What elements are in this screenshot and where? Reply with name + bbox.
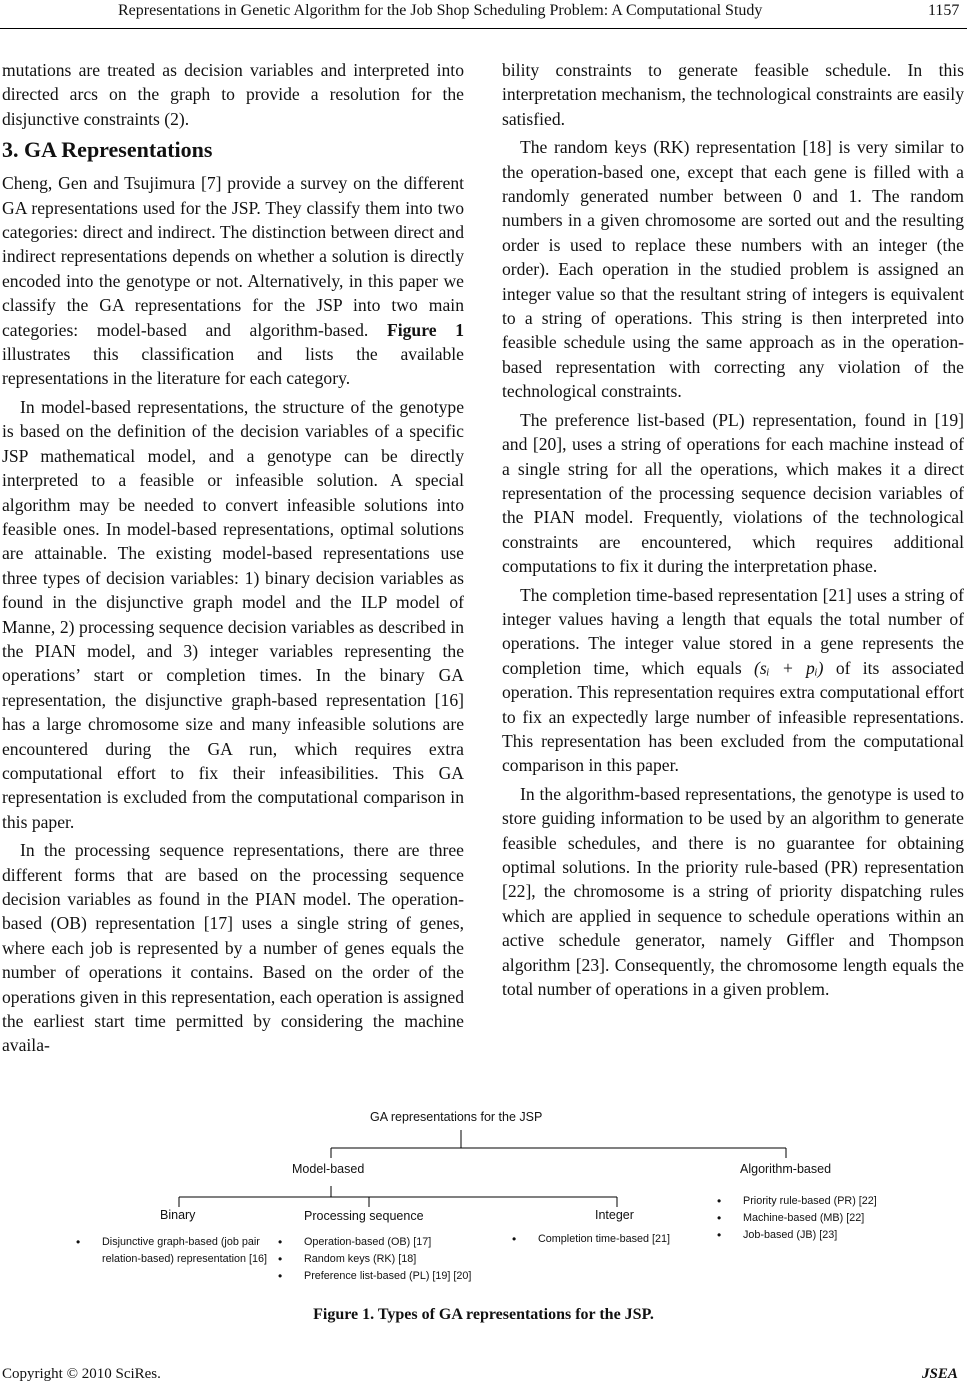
completion-time-tail: of its associated operation. This representation requires extra computational effort to fix an expectedly large number of infeasible representations. This representation has been excluded from the computational comparison in this paper.	[502, 657, 965, 776]
processing-item-text: Random keys (RK) [18]	[304, 1253, 417, 1265]
header-rule	[0, 28, 967, 29]
algorithm-item	[717, 1227, 838, 1244]
right-column	[502, 58, 964, 1005]
integer-item	[512, 1231, 671, 1248]
integer-label: Integer	[595, 1208, 634, 1222]
figure-reference[interactable]: Figure 1	[387, 319, 465, 340]
bullet-icon: •	[278, 1235, 283, 1249]
copyright-notice: Copyright © 2010 SciRes.	[2, 1366, 161, 1382]
left-column	[2, 58, 464, 1062]
binary-item-text: Disjunctive graph-based (job pair relation-based) representation [16]	[102, 1236, 268, 1265]
algorithm-item	[717, 1210, 865, 1227]
bullet-icon: •	[717, 1194, 722, 1208]
algorithm-item-text: Priority rule-based (PR) [22]	[743, 1195, 877, 1207]
processing-item-text: Preference list-based (PL) [19] [20]	[304, 1270, 472, 1282]
algorithm-based-label: Algorithm-based	[740, 1162, 832, 1176]
paragraph-survey	[2, 171, 464, 391]
processing-sequence-label: Processing sequence	[304, 1209, 424, 1223]
processing-item	[278, 1251, 417, 1268]
integer-item-text: Completion time-based [21]	[538, 1233, 671, 1245]
algorithm-item-text: Machine-based (MB) [22]	[743, 1212, 865, 1224]
paragraph-continuation: bility constraints to generate feasible schedule. In this interpretation mechanism, the technological constraints are easily satisfied.	[502, 60, 964, 129]
bullet-icon: •	[717, 1228, 722, 1242]
processing-item	[278, 1234, 432, 1251]
figure-root-label: GA representations for the JSP	[370, 1110, 543, 1124]
paragraph-preference-list: The preference list-based (PL) representation, found in [19] and [20], uses a string of operations for each machine instead of a single string for all the operations, which makes it a direct representation of the processing sequence decision variables of the PIAN model. Frequently, violations of the technological constraints are encountered, which requires additional computations to fix it during the interpretation phase.	[502, 409, 964, 577]
binary-item	[76, 1234, 268, 1268]
running-title: Representations in Genetic Algorithm for the Job Shop Scheduling Problem: A Computational Study	[118, 2, 763, 19]
figure-1	[0, 1108, 967, 1298]
figure-caption: Figure 1. Types of GA representations for the JSP.	[313, 1306, 654, 1323]
algorithm-item-text: Job-based (JB) [23]	[743, 1229, 838, 1241]
paragraph-survey-text: Cheng, Gen and Tsujimura [7] provide a survey on the different GA representations used for the JSP. They classify them into two categories: direct and indirect. The distinction between direct and indirect representations depends on whether a solution is directly encoded into the genotype or not. Alternatively, in this paper we classify the GA representations for the JSP into two main categories: model-based and algorithm-based.	[2, 173, 464, 340]
processing-item	[278, 1268, 472, 1285]
bullet-icon: •	[278, 1269, 283, 1283]
paragraph-algorithm-based: In the algorithm-based representations, the genotype is used to store guiding information to be used by an algorithm to generate feasible schedules, and there is no guarantee for obtaining optimal solutions. In the priority rule-based (PR) representation [22], the chromosome is a string of priority dispatching rules which are applied in sequence to schedule operations within an active schedule generator, namely Giffler and Thompson algorithm [23]. Consequently, the chromosome length equals the total number of operations in a given problem.	[502, 783, 964, 1000]
processing-item-text: Operation-based (OB) [17]	[304, 1236, 432, 1248]
bullet-icon: •	[512, 1232, 517, 1246]
paragraph-processing-sequence: In the processing sequence representations, there are three different forms that are based on the processing sequence decision variables as found in the PIAN model. The operation-based (OB) representation [17] uses a single string of genes, where each job is represented by a number of genes equals the number of operations it contains. Based on the order of the operations given in this representation, each operation is assigned the earliest start time permitted by considering the machine availa-	[2, 840, 464, 1056]
page-number: 1157	[928, 2, 960, 19]
intro-paragraph: mutations are treated as decision variables and interpreted into directed arcs on the graph to provide a resolution for the disjunctive constraints (2).	[2, 60, 464, 129]
paragraph-random-keys: The random keys (RK) representation [18] is very similar to the operation-based one, except that each gene is filled with a randomly generated number between 0 and 1. The random numbers in a given chromosome are sorted out and the resulting order is used to replace these numbers with an integer (the order). Each operation in the studied problem is assigned an integer value so that the resultant string of integers is equivalent to a string of operations. This string is then interpreted into feasible schedule using the same approach as in the operation-based representation with correcting any violation of the technological constraints.	[502, 137, 964, 402]
model-based-label: Model-based	[292, 1162, 365, 1176]
binary-label: Binary	[160, 1208, 196, 1222]
algorithm-item	[717, 1193, 877, 1210]
bullet-icon: •	[278, 1252, 283, 1266]
section-heading: 3. GA Representations	[2, 137, 213, 163]
paragraph-survey-tail: illustrates this classification and lists the available representations in the literature for each category.	[2, 344, 464, 389]
bullet-icon: •	[76, 1235, 81, 1249]
page-header	[0, 0, 967, 30]
paragraph-completion-time	[502, 583, 964, 778]
journal-abbreviation: JSEA	[922, 1366, 958, 1382]
completion-formula: (sᵢ + pᵢ)	[754, 657, 824, 678]
completion-time-text: The completion time-based representation [21] uses a string of integer values having a length that equals the total number of operations. The integer value stored in a gene represents the completion time, which equals	[502, 584, 964, 678]
paragraph-model-based: In model-based representations, the structure of the genotype is based on the definition of the decision variables of a specific JSP mathematical model, and a genotype can be directly interpreted to a feasible or infeasible solution. A special algorithm may be needed to convert infeasible solutions into feasible ones. In model-based representations, optimal solutions are attainable. The existing model-based representations use three types of decision variables: 1) binary decision variables as found in the disjunctive graph model and the ILP model of Manne, 2) processing sequence decision variables as described in the PIAN model, and 3) integer variables representing the operations’ start or completion times. In the binary GA representation, the disjunctive graph-based representation [16] has a large chromosome size and many infeasible solutions are encountered during the GA run, which requires extra computational effort to fix their infeasibilities. This GA representation is excluded from the computational comparison in this paper.	[2, 396, 464, 832]
bullet-icon: •	[717, 1211, 722, 1225]
